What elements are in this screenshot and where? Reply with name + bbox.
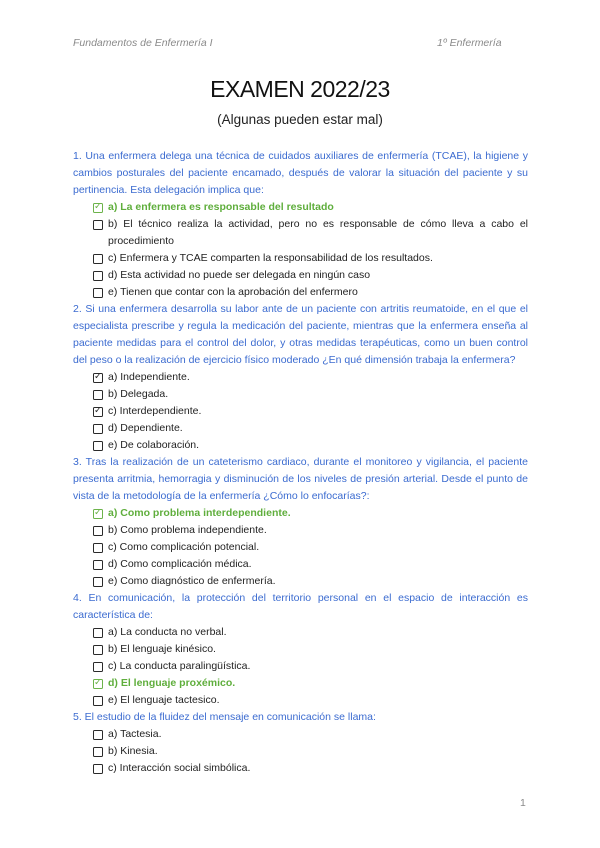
answer-option [73,658,528,675]
answer-option [73,267,528,284]
answer-option [73,437,528,454]
answer-option [73,403,528,420]
checkbox-icon [93,288,103,298]
option-label: e) El lenguaje tactesico. [108,694,220,706]
checkbox-icon [93,747,103,757]
option-list [73,624,528,709]
option-label: b) Kinesia. [108,745,158,757]
answer-option [73,522,528,539]
option-label: b) El técnico realiza la actividad, pero no es responsable de cómo lleva a cabo el procedimiento [108,218,528,247]
checkbox-icon [93,424,103,434]
checkmark-icon: ✓ [94,506,102,518]
option-label: e) Como diagnóstico de enfermería. [108,575,276,587]
option-label: c) Interdependiente. [108,405,202,417]
option-label: a) Como problema interdependiente. [108,507,291,519]
header-year: 1º Enfermería [437,37,502,49]
option-label: e) De colaboración. [108,439,200,451]
option-label: c) Enfermera y TCAE comparten la responsabilidad de los resultados. [108,252,433,264]
checkbox-icon [93,730,103,740]
answer-option [73,556,528,573]
checkbox-icon [93,271,103,281]
option-label: c) Como complicación potencial. [108,541,260,553]
question-text: 1. Una enfermera delega una técnica de cuidados auxiliares de enfermería (TCAE), la higiene y cambios posturales del paciente encamado, después de valorar la situación del paciente y su pertinencia. Esta delegación implica que: [73,150,528,196]
answer-option [73,420,528,437]
option-label: a) La enfermera es responsable del resultado [108,201,334,213]
option-label: d) El lenguaje proxémico. [108,677,236,689]
answer-option [73,760,528,777]
option-label: d) Dependiente. [108,422,183,434]
option-label: c) Interacción social simbólica. [108,762,251,774]
answer-option [73,692,528,709]
option-label: d) Esta actividad no puede ser delegada en ningún caso [108,269,371,281]
answer-option [73,369,528,386]
option-label: a) Independiente. [108,371,190,383]
checkbox-icon [93,560,103,570]
answer-option [73,386,528,403]
checked-checkbox-icon [93,506,103,519]
checkbox-icon [93,390,103,400]
checkbox-icon [93,577,103,587]
checked-checkbox-icon [93,200,103,213]
checkmark-icon: ✓ [94,200,102,212]
checkbox-icon [93,441,103,451]
answer-option [73,641,528,658]
answer-option [73,250,528,267]
answer-option [73,216,528,250]
option-label: e) Tienen que contar con la aprobación del enfermero [108,286,358,298]
answer-option [73,573,528,590]
checkbox-icon [93,662,103,672]
option-label: b) Como problema independiente. [108,524,267,536]
option-list [73,369,528,454]
checked-checkbox-icon [93,676,103,689]
checkbox-icon [93,764,103,774]
checkmark-icon: ✓ [94,404,102,416]
option-label: b) El lenguaje kinésico. [108,643,216,655]
checkbox-icon [93,526,103,536]
checkbox-icon [93,645,103,655]
answer-option [73,199,528,216]
option-list [73,199,528,301]
question-text: 5. El estudio de la fluidez del mensaje en comunicación se llama: [73,711,376,723]
option-list [73,726,528,777]
option-label: a) Tactesia. [108,728,162,740]
checkbox-icon [93,220,103,230]
answer-option [73,284,528,301]
answer-option [73,539,528,556]
option-label: a) La conducta no verbal. [108,626,227,638]
checked-checkbox-icon [93,404,103,417]
question-text: 4. En comunicación, la protección del territorio personal en el espacio de interacción es característica de: [73,592,528,621]
option-label: d) Como complicación médica. [108,558,252,570]
answer-option [73,675,528,692]
option-label: b) Delegada. [108,388,169,400]
question-text: 3. Tras la realización de un cateterismo cardiaco, durante el monitoreo y vigilancia, el paciente presenta arritmia, hemorragia y disminución de los niveles de presión arterial. Desde el punto de vista de la metodología de la enfermería ¿Cómo lo enfocarías?: [73,456,528,502]
page-number: 1 [520,797,526,809]
answer-option [73,505,528,522]
answer-option [73,743,528,760]
option-list [73,505,528,590]
option-label: c) La conducta paralingüística. [108,660,251,672]
page-title: EXAMEN 2022/23 [210,76,390,102]
checked-checkbox-icon [93,370,103,383]
answer-option [73,624,528,641]
checkbox-icon [93,696,103,706]
checkbox-icon [93,543,103,553]
checkbox-icon [93,628,103,638]
checkmark-icon: ✓ [94,676,102,688]
question-list [73,148,528,777]
page-subtitle: (Algunas pueden estar mal) [217,112,383,127]
header-course: Fundamentos de Enfermería I [73,37,213,49]
question-text: 2. Si una enfermera desarrolla su labor ante de un paciente con artritis reumatoide, en el que el especialista prescribe y regula la medicación del paciente, mientras que la enfermera enseña al paciente medidas para el control del dolor, y otras medidas terapéuticas, como un buen control del peso o la realización de ejercicio físico moderado ¿En qué dimensión trabaja la enfermera? [73,303,528,366]
answer-option [73,726,528,743]
checkmark-icon: ✓ [94,370,102,382]
checkbox-icon [93,254,103,264]
